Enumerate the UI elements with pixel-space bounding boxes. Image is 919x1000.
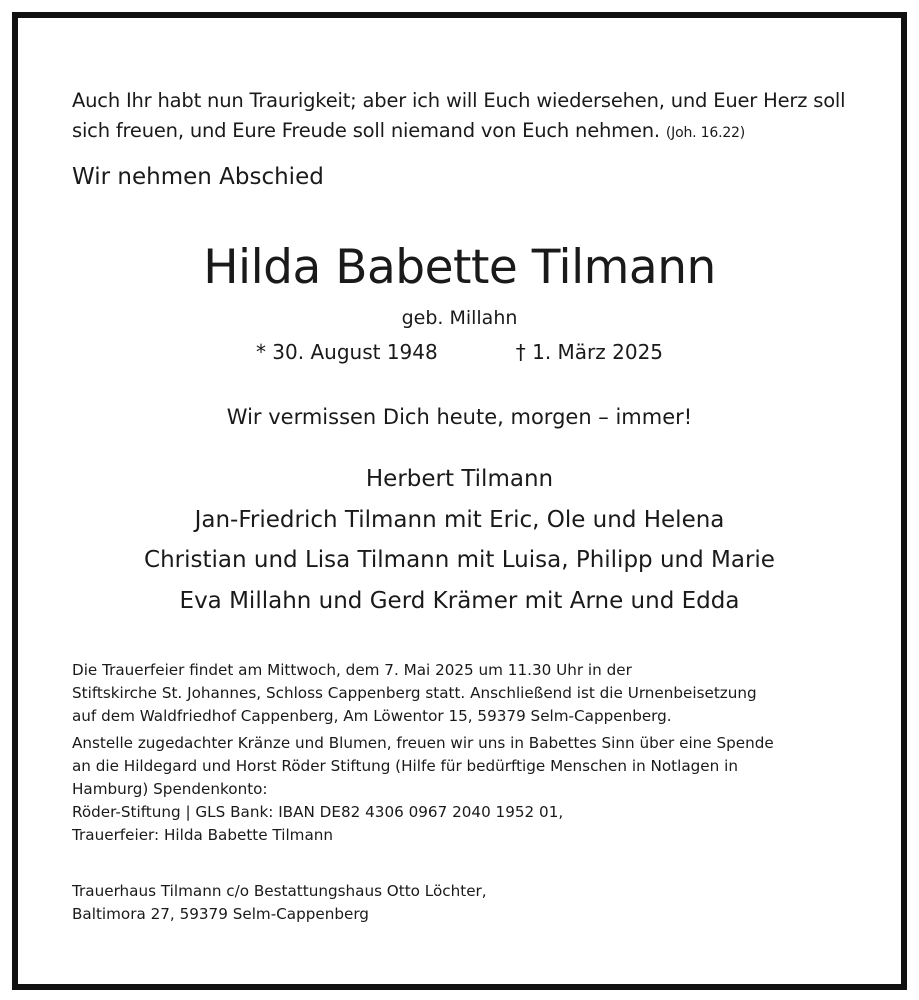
mourner: Eva Millahn und Gerd Krämer mit Arne und Edda — [179, 587, 740, 614]
farewell-heading: Wir nehmen Abschied — [72, 164, 324, 190]
bible-verse — [72, 86, 872, 148]
ceremony-line: auf dem Waldfriedhof Cappenberg, Am Löwentor 15, 59379 Selm-Cappenberg. — [72, 706, 672, 725]
address-line: Trauerhaus Tilmann c/o Bestattungshaus Otto Löchter, — [72, 882, 487, 900]
birth-date: * 30. August 1948 — [255, 340, 438, 364]
verse-line — [72, 116, 872, 148]
notice-frame — [12, 12, 907, 990]
mourner: Herbert Tilmann — [365, 466, 554, 492]
mourners-list — [18, 459, 901, 621]
memorial-motto: Wir vermissen Dich heute, morgen – immer! — [226, 405, 693, 429]
ceremony-line: Die Trauerfeier findet am Mittwoch, dem 7. Mai 2025 um 11.30 Uhr in der — [72, 661, 632, 679]
donation-line: Hamburg) Spendenkonto: — [72, 779, 268, 798]
donation-line: Trauerfeier: Hilda Babette Tilmann — [72, 825, 334, 844]
notice-body — [18, 18, 901, 984]
verse-line-text: sich freuen, und Eure Freude soll niemand von Euch nehmen. — [72, 119, 660, 142]
life-dates — [18, 340, 901, 364]
mourner: Christian und Lisa Tilmann mit Luisa, Philipp und Marie — [144, 547, 775, 573]
verse-line: Auch Ihr habt nun Traurigkeit; aber ich will Euch wiedersehen, und Euer Herz soll — [72, 89, 846, 112]
deceased-name: Hilda Babette Tilmann — [203, 240, 716, 295]
address-line: Baltimora 27, 59379 Selm-Cappenberg — [72, 904, 369, 923]
donation-line: Röder-Stiftung | GLS Bank: IBAN DE82 4306 0967 2040 1952 01, — [72, 802, 564, 821]
service-info — [72, 659, 872, 851]
donation-line: an die Hildegard und Horst Röder Stiftung (Hilfe für bedürftige Menschen in Notlagen in — [72, 757, 738, 776]
donation-line: Anstelle zugedachter Kränze und Blumen, freuen wir uns in Babettes Sinn über eine Spende — [72, 734, 774, 753]
mourning-address — [72, 880, 487, 926]
mourner: Jan-Friedrich Tilmann mit Eric, Ole und Helena — [194, 506, 725, 533]
death-date: † 1. März 2025 — [515, 340, 664, 364]
verse-reference: (Joh. 16.22) — [665, 125, 745, 141]
donation-paragraph — [72, 732, 872, 846]
maiden-name: geb. Millahn — [401, 307, 518, 329]
ceremony-paragraph — [72, 659, 872, 727]
ceremony-line: Stiftskirche St. Johannes, Schloss Cappenberg statt. Anschließend ist die Urnenbeisetzung — [72, 683, 757, 702]
